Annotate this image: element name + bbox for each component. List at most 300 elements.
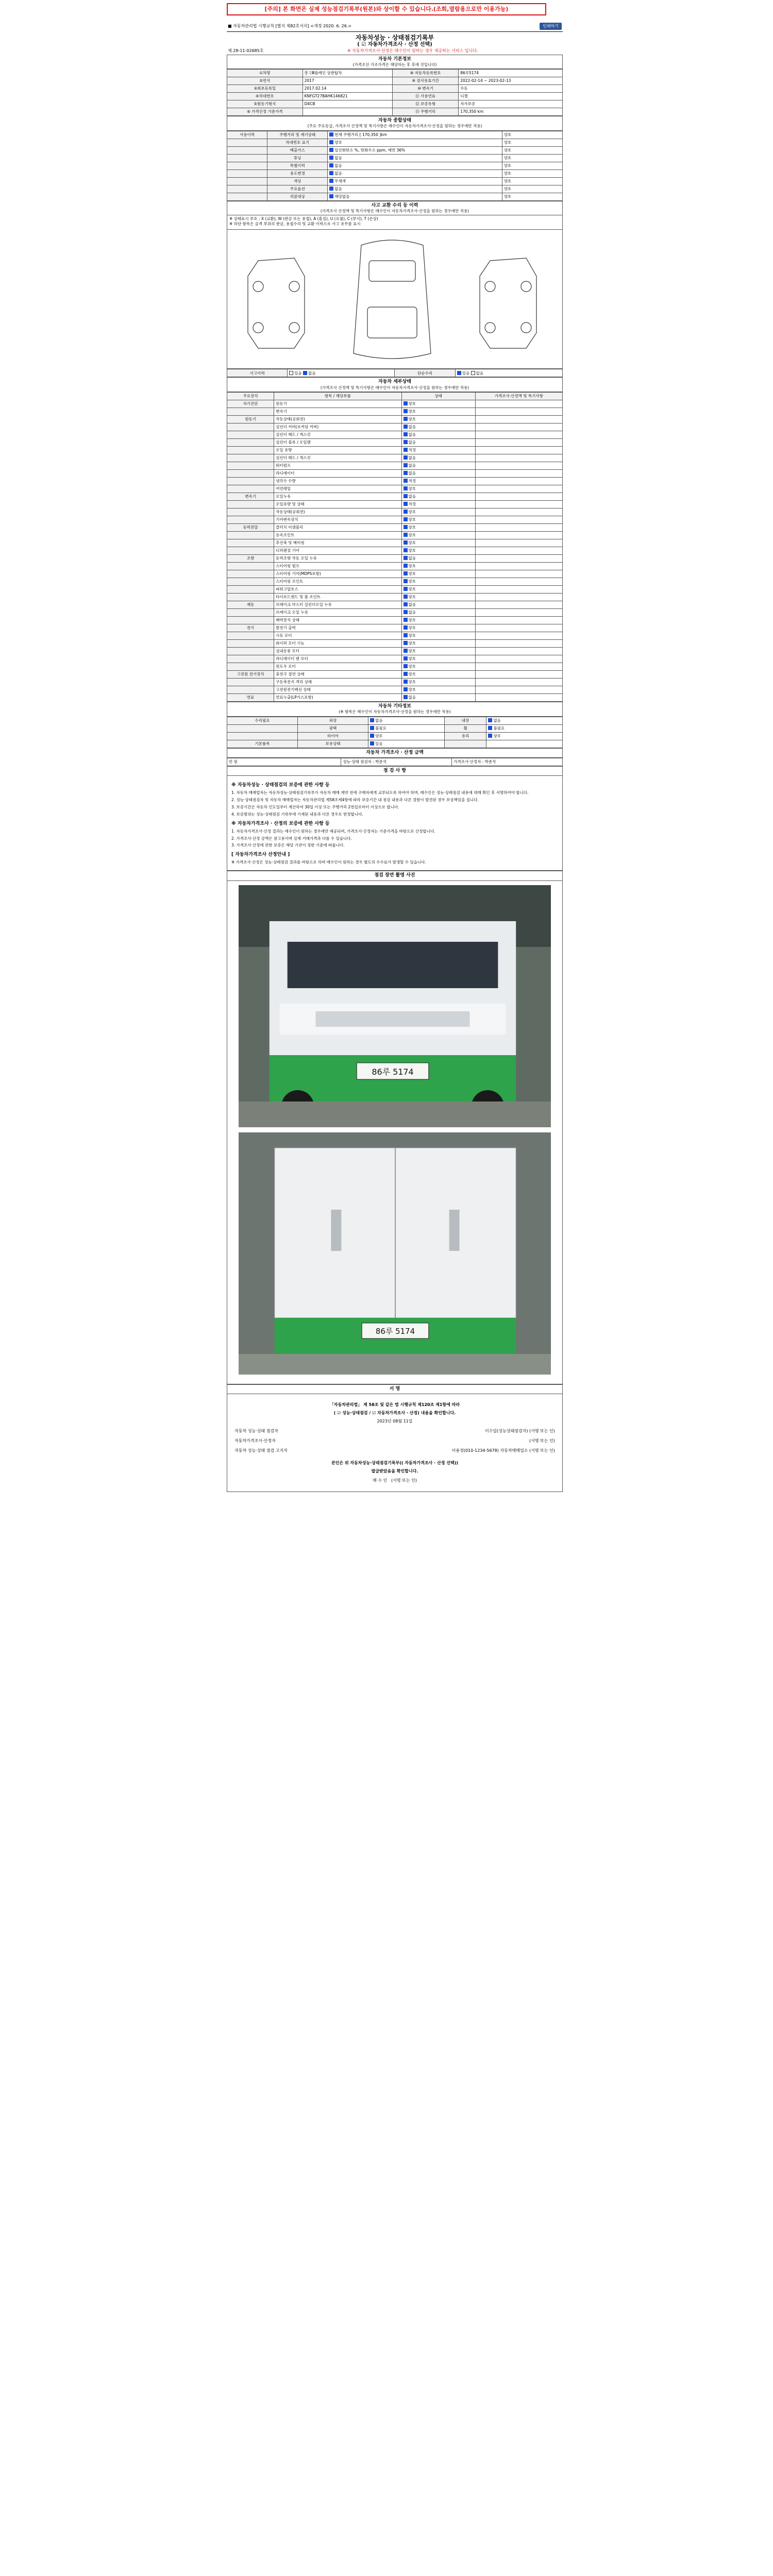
detail-group (227, 431, 274, 439)
checkbox-checked-icon (329, 132, 333, 137)
field-label: ①차명 (227, 70, 303, 77)
detail-remark (475, 470, 562, 478)
detail-row (227, 462, 563, 470)
price-header: 자동차 가격조사 · 산정 금액 (227, 748, 563, 758)
field-label: ⑥ 가격산정 기준가격 (227, 108, 303, 116)
field-value: 2022-02-14 ~ 2023-02-13 (459, 77, 563, 85)
detail-row (227, 470, 563, 478)
field-label: ⑩ 변속기 (393, 85, 459, 93)
status-value: 불필요 (375, 725, 386, 731)
detail-remark (475, 462, 562, 470)
history-result: 양호 (502, 154, 562, 162)
checkbox-checked-icon (404, 510, 408, 514)
detail-column-header: 상태 (401, 393, 475, 400)
checkbox-checked-icon (404, 579, 408, 583)
status-cell (328, 162, 502, 170)
status-cell (328, 170, 502, 177)
checkbox-checked-icon (404, 448, 408, 452)
detail-group (227, 578, 274, 586)
status-value: 양호 (408, 672, 416, 677)
field-label: ⑫ 보증유형 (393, 100, 459, 108)
basic-info-row (227, 108, 563, 116)
checkbox-checked-icon (329, 171, 333, 175)
car-outline-diagram (227, 230, 562, 368)
detail-item: 스티어링 기어(MDPS포함) (274, 570, 401, 578)
signature-row (234, 1448, 555, 1453)
checkbox-checked-icon (404, 571, 408, 575)
status-cell (401, 679, 475, 686)
form-topbar (227, 21, 563, 32)
status-cell (401, 447, 475, 454)
status-value: 양호 (408, 417, 416, 422)
status-value: 양호 (408, 533, 416, 538)
field-value: 디젤 (459, 93, 563, 100)
status-cell (401, 485, 475, 493)
status-cell (401, 632, 475, 640)
detail-item: 디퍼렌셜 기어 (274, 547, 401, 555)
basic-info-row (227, 85, 563, 93)
vehicle-damage-diagram (227, 230, 563, 369)
detail-row (227, 671, 563, 679)
checkbox-checked-icon (404, 695, 408, 699)
detail-row (227, 663, 563, 671)
detail-item: 오일누유 (274, 493, 401, 501)
detail-remark (475, 485, 562, 493)
checkbox-checked-icon (404, 556, 408, 560)
detail-group (227, 423, 274, 431)
detail-group: 제동 (227, 601, 274, 609)
status-value: 양호 (408, 656, 416, 662)
note-paragraph: 1. 자동차가격조사·산정 결과는 매수인이 원하는 경우에만 제공되며, 가격조사·산정자는 기준가격을 바탕으로 산정합니다. (231, 828, 435, 834)
detail-item: 스티어링 조인트 (274, 578, 401, 586)
status-cell (368, 717, 445, 724)
status-cell (401, 686, 475, 694)
status-value: 없음 (493, 718, 501, 723)
options-label: 휠 (444, 724, 486, 732)
notes-body: ※ 자동차성능 · 상태점검의 보증에 관한 사항 등 1. 자동차 매매업자는 자동차성능·상태점검기록부가 자동차 매매 계약 전에 구매자에게 교부되도록 하여야 하며, 매수인은 성능·상태점검 내용에 대해 확인 후 서명하여야 합니다. 2. 성능·상태점검자 및 자동차 매매업자는 자동차관리법 제58조제4항에 따라 보증기간 내 점검 내용과 다른 결함이 발견된 경우 보상책임을 집니다. 3. 보증기간은 자동차 인도일부터 계산하여 30일 이상 또는 주행거리 2천킬로미터 이상으로 합니다. 4. 보증범위는 성능·상태점검 기록부에 기재된 내용과 다른 경우로 한정합니다. ※ 자동차가격조사 · 산정의 보증에 관한 사항 등 1. 자동차가격조사·산정 결과는 매수인이 원하는 경우에만 제공되며, 가격조사·산정자는 기준가격을 바탕으로 산정합니다. 2. 가격조사·산정 금액은 참고용이며 실제 거래가격과 다를 수 있습니다. 3. 가격조사·산정에 관한 보증은 해당 기관이 정한 기준에 따릅니다. [ 자동차가격조사 산정안내 ] ※ 가격조사·산정은 성능·상태점검 결과를 바탕으로 하며 매수인이 원하는 경우 별도의 수수료가 발생할 수 있습니다. (227, 776, 563, 871)
detail-row (227, 454, 563, 462)
detail-group (227, 454, 274, 462)
detail-group (227, 547, 274, 555)
detail-column-header: 주요장치 (227, 393, 274, 400)
history-item: 튜닝 (267, 154, 328, 162)
history-item: 색상 (267, 177, 328, 185)
checkbox-checked-icon (404, 687, 408, 691)
options-label: 타이어 (298, 732, 368, 740)
options-group (227, 724, 298, 732)
checkbox-checked-icon (329, 187, 333, 191)
detail-item: 실린더 커버(로커암 커버) (274, 423, 401, 431)
detail-group (227, 617, 274, 624)
detail-item: 워터펌프 (274, 462, 401, 470)
sign-header: 서 명 (227, 1384, 563, 1394)
status-value: 양호 (408, 540, 416, 546)
checkbox-checked-icon (404, 432, 408, 436)
checkbox-checked-icon (404, 479, 408, 483)
status-value: 적정 (408, 502, 416, 507)
detail-item: 실린더 블록 / 오일팬 (274, 439, 401, 447)
checkbox-checked-icon (404, 610, 408, 614)
history-item: 차대번호 표기 (267, 139, 328, 146)
detail-row (227, 408, 563, 416)
checkbox-checked-icon (404, 417, 408, 421)
checkbox-checked-icon (329, 156, 333, 160)
options-row (227, 732, 563, 740)
status-cell (328, 154, 502, 162)
checkbox-checked-icon (404, 649, 408, 653)
field-label: ⑤원동기형식 (227, 100, 303, 108)
detail-remark (475, 686, 562, 694)
history-result: 양호 (502, 146, 562, 154)
checkbox-checked-icon (404, 425, 408, 429)
checkbox-checked-icon (488, 718, 492, 722)
history-item: 리콜대상 (267, 193, 328, 200)
detail-item: 와이퍼 모터 기능 (274, 640, 401, 648)
field-label: ③최초등록일 (227, 85, 303, 93)
status-value: 양호 (408, 618, 416, 623)
detail-group: 변속기 (227, 493, 274, 501)
detail-row (227, 431, 563, 439)
status-cell (401, 555, 475, 563)
history-row (227, 139, 563, 146)
checkbox-checked-icon (404, 486, 408, 490)
status-value: 없음 (408, 425, 416, 430)
detail-group (227, 663, 274, 671)
detail-item: 연료누출(LP가스포함) (274, 694, 401, 702)
status-cell (328, 131, 502, 139)
status-cell (401, 532, 475, 539)
status-value: 양호 (408, 486, 416, 492)
status-value: 없음 (408, 556, 416, 561)
status-value: 양호 (334, 140, 342, 145)
status-value: 있음 (375, 741, 383, 746)
inspection-document (227, 21, 563, 1492)
detail-row (227, 493, 563, 501)
detail-group (227, 655, 274, 663)
checkbox-checked-icon (404, 533, 408, 537)
detail-item: 라디에이터 팬 모터 (274, 655, 401, 663)
detail-remark (475, 640, 562, 648)
status-cell (401, 539, 475, 547)
note-paragraph: 3. 보증기간은 자동차 인도일부터 계산하여 30일 이상 또는 주행거리 2천킬로미터 이상으로 합니다. (231, 804, 399, 809)
detail-row (227, 416, 563, 423)
note-paragraph: 1. 자동차 매매업자는 자동차성능·상태점검기록부가 자동차 매매 계약 전에 구매자에게 교부되도록 하여야 하며, 매수인은 성능·상태점검 내용에 대해 확인 후 서명하여야 합니다. (231, 790, 529, 795)
detail-remark (475, 454, 562, 462)
detail-row (227, 563, 563, 570)
status-value: 양호 (408, 517, 416, 522)
detail-row (227, 400, 563, 408)
detail-remark (475, 601, 562, 609)
detail-row (227, 547, 563, 555)
basic-info-table (227, 69, 563, 116)
detail-row (227, 501, 563, 509)
basic-info-header: 자동차 기본정보 (가격조산 가조가격은 해당하는 후 후에 것입니다) (227, 55, 563, 70)
detail-row (227, 578, 563, 586)
status-cell (401, 578, 475, 586)
detail-group: 고전원 전기장치 (227, 671, 274, 679)
basic-info-row (227, 100, 563, 108)
detail-remark (475, 594, 562, 601)
status-cell (401, 431, 475, 439)
detail-group: 연료 (227, 694, 274, 702)
detail-row (227, 509, 563, 516)
status-value: 없음 (408, 455, 416, 461)
history-group (227, 185, 267, 193)
status-cell (401, 563, 475, 570)
history-group (227, 193, 267, 200)
field-value: 86루5174 (459, 70, 563, 77)
damage-legend: ※ 상태표시 부호 : X (교환), W (판금 또는 용접), A (흠집), U (요철), C (부식), T (손상) ※ 하단 항목은 골격 부위의 판금, 용접수리 및 교환 이력으로 사고 유무를 표시 (227, 215, 563, 230)
detail-group (227, 478, 274, 485)
basic-info-row (227, 70, 563, 77)
status-value: 없음 (408, 432, 416, 437)
basic-info-row (227, 77, 563, 85)
detail-item: 변속기 (274, 408, 401, 416)
status-value: 양호 (408, 664, 416, 669)
detail-row (227, 439, 563, 447)
notice-banner: [주의] 본 화면은 실제 성능점검기록부(원본)와 상이할 수 있습니다.(조회,열람용으로만 이용가능) (227, 3, 546, 15)
notes-header: 점 검 사 항 (227, 766, 563, 776)
status-value: 양호 (408, 641, 416, 646)
detail-row (227, 640, 563, 648)
status-value: 양호 (408, 564, 416, 569)
checkbox-checked-icon (404, 595, 408, 599)
field-label: ⑪ 사용연료 (393, 93, 459, 100)
field-value: 2017.02.14 (303, 85, 392, 93)
status-value: 양호 (408, 633, 416, 638)
damage-header: 사고 교환 수리 등 이력 (가격조사 산정액 및 특기사항은 매수인이 자동차가격조사·산정을 원하는 경우에만 적용) (227, 201, 563, 216)
detail-item: 기어변속장치 (274, 516, 401, 524)
checkbox-checked-icon (404, 548, 408, 552)
history-header: 자동차 종합상태 (주요 주요등급, 가격조사 산정액 및 특기사항은 매수인이 자동차가격조사·산정을 원하는 경우에만 적용) (227, 116, 563, 131)
status-cell (401, 493, 475, 501)
detail-remark (475, 617, 562, 624)
detail-item: 파워고압호스 (274, 586, 401, 594)
detail-group (227, 648, 274, 655)
options-label: 광택 (298, 724, 368, 732)
detail-remark (475, 570, 562, 578)
note-paragraph: 2. 성능·상태점검자 및 자동차 매매업자는 자동차관리법 제58조제4항에 따라 보증기간 내 점검 내용과 다른 결함이 발견된 경우 보상책임을 집니다. (231, 798, 479, 803)
detail-row (227, 532, 563, 539)
status-cell (368, 732, 445, 740)
detail-group (227, 509, 274, 516)
detail-row (227, 632, 563, 640)
status-value: 양호 (408, 401, 416, 406)
detail-group (227, 679, 274, 686)
checkbox-checked-icon (404, 494, 408, 498)
status-value: 무채색 (334, 179, 346, 184)
history-result: 양호 (502, 193, 562, 200)
detail-row (227, 570, 563, 578)
detail-item: 원동기 (274, 400, 401, 408)
detail-group (227, 439, 274, 447)
field-label: ④차대번호 (227, 93, 303, 100)
status-value: 해당없음 (334, 194, 350, 199)
rear-photo (239, 1132, 551, 1375)
status-value: 없음 (334, 187, 342, 192)
detail-remark (475, 563, 562, 570)
status-value: 없음 (408, 610, 416, 615)
svg-text:86루 5174: 86루 5174 (375, 1326, 415, 1336)
detail-group (227, 408, 274, 416)
history-row (227, 185, 563, 193)
field-label: ②연식 (227, 77, 303, 85)
checkbox-checked-icon (404, 587, 408, 591)
form-caption: ■ 자동차관리법 시행규칙 [별지 제82호서식] <개정 2020. 6. 26.> (228, 23, 352, 28)
signature-name: 이수일(성능상태점검자) (서명 또는 인) (484, 1428, 555, 1433)
checkbox-checked-icon (404, 517, 408, 521)
photos-header: 점검 장면 촬영 사진 (227, 871, 563, 880)
status-cell (328, 185, 502, 193)
status-cell (328, 193, 502, 200)
checkbox-checked-icon (404, 409, 408, 413)
options-row (227, 717, 563, 724)
sign-section: 「자동차관리법」 제 58조 및 같은 법 시행규칙 제120조 제1항에 따라 ( ☑ 성능·상태점검 / ☑ 자동차가격조사 · 산정) 내용을 확인합니다. 2023년 08월 11일 자동차 성능·상태 점검자 이수일(성능상태점검자) (서명 또는 인) 자동차가격조사·산정자 (서명 또는 인) 자동차 성능·상태 점검 고지자 이용정(010-1234-5678) 자동차매매업소 (서명 또는 인) 본인은 위 자동차성능·상태점검기록부(( 자동차가격조사 · 산정 선택)) 발급받았음을 확인합니다. 매 수 인 (서명 또는 인) (227, 1394, 563, 1492)
checkbox-checked-icon (404, 664, 408, 668)
detail-remark (475, 400, 562, 408)
detail-item: 발전기 출력 (274, 624, 401, 632)
status-cell (401, 594, 475, 601)
history-item: 특별이력 (267, 162, 328, 170)
form-title-block (227, 32, 563, 55)
checkbox-checked-icon (329, 194, 333, 198)
checkbox-checked-icon (329, 140, 333, 144)
detail-item: 브레이크 오일 누유 (274, 609, 401, 617)
detail-row (227, 555, 563, 563)
status-cell (401, 439, 475, 447)
detail-remark (475, 493, 562, 501)
checkbox-checked-icon (404, 625, 408, 630)
detail-group (227, 594, 274, 601)
signature-row (234, 1438, 555, 1444)
note-paragraph: 2. 가격조사·산정 금액은 참고용이며 실제 거래가격과 다를 수 있습니다. (231, 836, 352, 841)
detail-item: 브레이크 마스터 실린더오일 누유 (274, 601, 401, 609)
detail-group (227, 447, 274, 454)
history-result: 양호 (502, 177, 562, 185)
detail-item: 오일 유량 (274, 447, 401, 454)
status-value: 양호 (408, 649, 416, 654)
status-cell (486, 717, 563, 724)
history-row (227, 170, 563, 177)
detail-remark (475, 578, 562, 586)
status-value: 적정 (408, 479, 416, 484)
status-value: 없음 (408, 695, 416, 700)
checkbox-checked-icon (329, 148, 333, 152)
history-result: 양호 (502, 139, 562, 146)
status-value: 일산화탄소 %, 탄화수소 ppm, 매연 36% (334, 148, 406, 153)
status-value: 없음 (408, 471, 416, 476)
detail-item: 라디에이터 (274, 470, 401, 478)
status-cell (401, 524, 475, 532)
checkbox-checked-icon (404, 440, 408, 444)
detail-remark (475, 547, 562, 555)
signature-role: 자동차 성능·상태 점검 고지자 (234, 1448, 288, 1453)
checkbox-checked-icon (404, 502, 408, 506)
detail-group: 원동기 (227, 416, 274, 423)
detail-group (227, 609, 274, 617)
status-cell (401, 408, 475, 416)
detail-row (227, 686, 563, 694)
front-photo (239, 885, 551, 1127)
detail-item: 배력장치 상태 (274, 617, 401, 624)
status-cell (401, 655, 475, 663)
checkbox-checked-icon (404, 602, 408, 606)
note-paragraph: 3. 가격조사·산정에 관한 보증은 해당 기관이 정한 기준에 따릅니다. (231, 843, 345, 848)
options-group: 기본품목 (227, 740, 298, 748)
field-value: 자가보증 (459, 100, 563, 108)
checkbox-checked-icon (404, 540, 408, 545)
detail-row (227, 648, 563, 655)
history-row (227, 193, 563, 200)
detail-row (227, 624, 563, 632)
detail-remark (475, 694, 562, 702)
status-value: 양호 (408, 525, 416, 530)
history-result: 양호 (502, 170, 562, 177)
detail-group: 동력전달 (227, 524, 274, 532)
form-warning: ※ 자동차가격조사·산정은 매수인이 원하는 경우 제공하는 서비스 입니다. (347, 48, 478, 53)
detail-item: 타이로드엔드 및 볼 조인트 (274, 594, 401, 601)
field-label: ⑬ 주행거리 (393, 108, 459, 116)
detail-item: 구동축전지 격리 상태 (274, 679, 401, 686)
checkbox-checked-icon (404, 680, 408, 684)
detail-group: 전기 (227, 624, 274, 632)
detail-item: 충전구 절연 상태 (274, 671, 401, 679)
history-row (227, 131, 563, 139)
detail-remark (475, 516, 562, 524)
checkbox-checked-icon (404, 641, 408, 645)
detail-row (227, 524, 563, 532)
status-value: 없음 (334, 163, 342, 168)
detail-item: 등속조인트 (274, 532, 401, 539)
detail-remark (475, 609, 562, 617)
detail-group (227, 570, 274, 578)
status-cell (401, 694, 475, 702)
detail-table (227, 392, 563, 702)
detail-row (227, 655, 563, 663)
checkbox-checked-icon (370, 718, 374, 722)
status-cell (328, 177, 502, 185)
print-button[interactable]: 인쇄하기 (540, 23, 562, 30)
detail-header: 자동차 세부상태 (가격조사 산정액 및 특기사항은 매수인이 자동차가격조사·산정을 원하는 경우에만 적용) (227, 377, 563, 392)
history-item: 용도변경 (267, 170, 328, 177)
detail-remark (475, 648, 562, 655)
checkbox-checked-icon (404, 455, 408, 460)
history-group (227, 146, 267, 154)
status-value: 양호 (408, 625, 416, 631)
status-value: 양호 (408, 687, 416, 692)
status-value: 양호 (408, 587, 416, 592)
status-value: 현재 주행거리 [ 170,350 ]km (334, 132, 387, 138)
status-cell (401, 609, 475, 617)
status-cell (401, 478, 475, 485)
status-cell (486, 724, 563, 732)
status-value: 양호 (408, 548, 416, 553)
detail-group (227, 632, 274, 640)
detail-row (227, 478, 563, 485)
detail-item: 커먼레일 (274, 485, 401, 493)
options-empty (486, 740, 563, 748)
detail-remark (475, 555, 562, 563)
detail-item: 스티어링 펌프 (274, 563, 401, 570)
status-value: 양호 (408, 595, 416, 600)
detail-remark (475, 509, 562, 516)
status-cell (401, 400, 475, 408)
detail-remark (475, 671, 562, 679)
options-row (227, 724, 563, 732)
detail-remark (475, 539, 562, 547)
history-group (227, 162, 267, 170)
detail-item: 실린더 헤드 / 개스킷 (274, 454, 401, 462)
